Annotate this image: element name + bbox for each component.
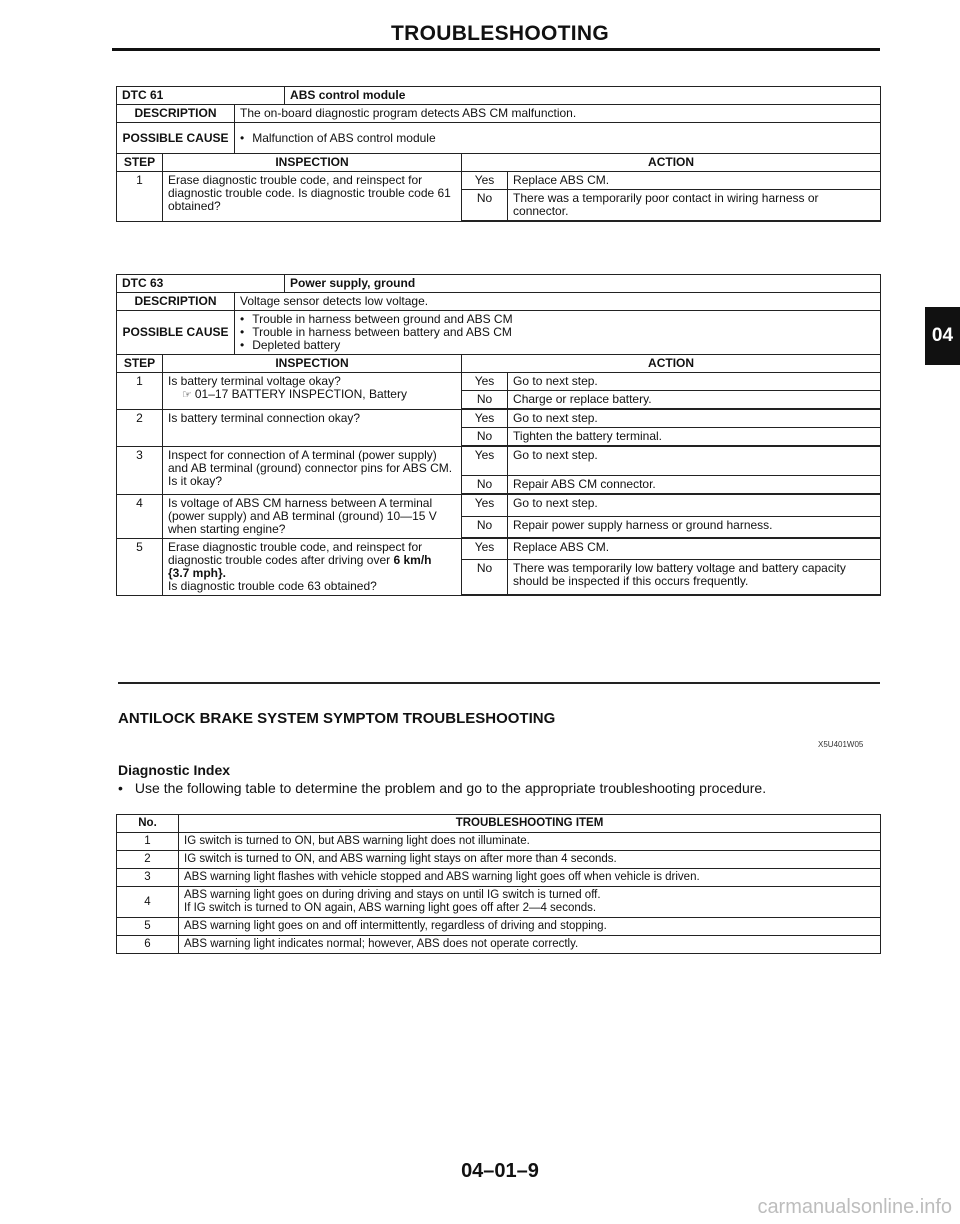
row-number: 1 [117,833,179,851]
yes-action: Go to next step. [508,494,881,516]
dtc-63-code: DTC 63 [117,275,285,293]
dtc-63-cause-list [235,311,881,355]
table-row [117,918,881,936]
row-item: IG switch is turned to ON, and ABS warning light stays on after more than 4 seconds. [179,851,881,869]
watermark: carmanualsonline.info [757,1196,952,1218]
no-action: There was temporarily low battery voltage and battery capacity should be inspected if this occurs frequently. [508,559,881,595]
dtc-61-name: ABS control module [285,87,881,105]
row-item: ABS warning light goes on and off intermittently, regardless of driving and stopping. [179,918,881,936]
step-inspection: Is voltage of ABS CM harness between A terminal (power supply) and AB terminal (ground) 10—15 V when starting engine? [163,494,462,538]
title-rule [112,48,880,51]
dtc-63-description: Voltage sensor detects low voltage. [235,293,881,311]
step-number: 2 [117,409,163,446]
yes-action: Go to next step. [508,446,881,476]
dtc-61-header-row [117,87,881,105]
step-inspection-question: Is diagnostic trouble code 63 obtained? [168,578,377,593]
list-item: • Depleted battery [240,339,875,352]
dtc-63-action-header: ACTION [462,355,881,373]
dtc-61-table [116,86,881,222]
no-action: Repair power supply harness or ground harness. [508,516,881,538]
dtc-63-table [116,274,881,596]
row-number: 3 [117,869,179,887]
no-label: No [462,391,508,410]
dtc-61-action-header: ACTION [462,154,881,172]
step-number: 5 [117,538,163,595]
dtc-61-description: The on-board diagnostic program detects ABS CM malfunction. [235,105,881,123]
table-row [117,833,881,851]
row-item: ABS warning light flashes with vehicle stopped and ABS warning light goes off when vehicle is driven. [179,869,881,887]
dtc-61-description-label: DESCRIPTION [117,105,235,123]
no-label: No [462,428,508,447]
dtc-63-cause-label: POSSIBLE CAUSE [117,311,235,355]
page-number: 04–01–9 [461,1160,539,1182]
row-number: 4 [117,887,179,918]
col-header-item: TROUBLESHOOTING ITEM [179,815,881,833]
reference-text: 01–17 BATTERY INSPECTION, Battery [194,387,407,401]
no-label: No [462,190,508,222]
no-label: No [462,516,508,538]
step-inspection-text: Is battery terminal voltage okay? [168,374,341,388]
no-action: Charge or replace battery. [508,391,881,410]
yes-label: Yes [462,409,508,428]
table-row [117,494,881,516]
table-row [117,446,881,476]
table-row [117,373,881,391]
list-item: • Trouble in harness between battery and ABS CM [240,326,875,339]
page-title: TROUBLESHOOTING [391,22,609,45]
table-row [117,936,881,954]
diagnostic-index-intro [118,780,766,796]
step-inspection [163,446,462,494]
step-inspection [163,373,462,410]
reference-arrow-icon: ☞ [182,389,192,401]
no-action: There was a temporarily poor contact in wiring harness or connector. [508,190,881,222]
table-row [117,887,881,918]
diagnostic-index-heading: Diagnostic Index [118,762,231,778]
dtc-63-name: Power supply, ground [285,275,881,293]
no-action: Tighten the battery terminal. [508,428,881,447]
yes-label: Yes [462,538,508,559]
dtc-61-step-header: STEP [117,154,163,172]
dtc-63-description-label: DESCRIPTION [117,293,235,311]
yes-label: Yes [462,373,508,391]
yes-action: Go to next step. [508,373,881,391]
yes-action: Go to next step. [508,409,881,428]
row-item: ABS warning light indicates normal; however, ABS does not operate correctly. [179,936,881,954]
row-item [179,887,881,918]
table-row [117,172,881,190]
row-number: 6 [117,936,179,954]
yes-label: Yes [462,172,508,190]
col-header-no: No. [117,815,179,833]
list-item: • Use the following table to determine the problem and go to the appropriate troubleshooting procedure. [118,780,766,796]
step-number: 1 [117,172,163,222]
step-number: 4 [117,494,163,538]
table-row [117,538,881,559]
yes-action: Replace ABS CM. [508,172,881,190]
table-row [117,869,881,887]
row-number: 5 [117,918,179,936]
section-tab: 04 [925,307,960,365]
step-number: 1 [117,373,163,410]
diagnostic-index-table [116,814,881,954]
no-action: Repair ABS CM connector. [508,476,881,495]
step-inspection [163,538,462,595]
table-row [117,409,881,428]
step-inspection: Is battery terminal connection okay? [163,409,462,446]
step-inspection: Erase diagnostic trouble code, and reinspect for diagnostic trouble code. Is diagnostic trouble code 61 obtained? [163,172,462,222]
no-label: No [462,476,508,495]
row-number: 2 [117,851,179,869]
yes-action: Replace ABS CM. [508,538,881,559]
yes-label: Yes [462,446,508,476]
dtc-61-code: DTC 61 [117,87,285,105]
step-number: 3 [117,446,163,494]
step-inspection-question: Is it okay? [168,473,223,488]
dtc-61-cause-label: POSSIBLE CAUSE [117,123,235,154]
step-reference [168,388,456,402]
document-code: X5U401W05 [818,740,864,749]
dtc-61-cause-list [235,123,881,154]
step-inspection-text: Inspect for connection of A terminal (power supply) and AB terminal (ground) connector pins for ABS CM. [168,447,453,475]
dtc-63-step-header: STEP [117,355,163,373]
section-divider [118,682,880,684]
dtc-61-inspection-header: INSPECTION [163,154,462,172]
row-item-line: If IG switch is turned to ON again, ABS warning light goes off after 2—4 seconds. [184,902,597,914]
table-row [117,851,881,869]
row-item-line: ABS warning light goes on during driving and stays on until IG switch is turned off. [184,889,601,901]
step-inspection-text: Erase diagnostic trouble code, and reinspect for diagnostic trouble codes after driving over [168,539,423,567]
no-label: No [462,559,508,595]
list-item: • Trouble in harness between ground and ABS CM [240,313,875,326]
dtc-63-inspection-header: INSPECTION [163,355,462,373]
list-item: • Malfunction of ABS control module [240,131,436,145]
yes-label: Yes [462,494,508,516]
speed-value: 6 km/h {3.7 mph}. [168,552,432,580]
section-heading: ANTILOCK BRAKE SYSTEM SYMPTOM TROUBLESHOOTING [118,710,556,727]
row-item: IG switch is turned to ON, but ABS warning light does not illuminate. [179,833,881,851]
